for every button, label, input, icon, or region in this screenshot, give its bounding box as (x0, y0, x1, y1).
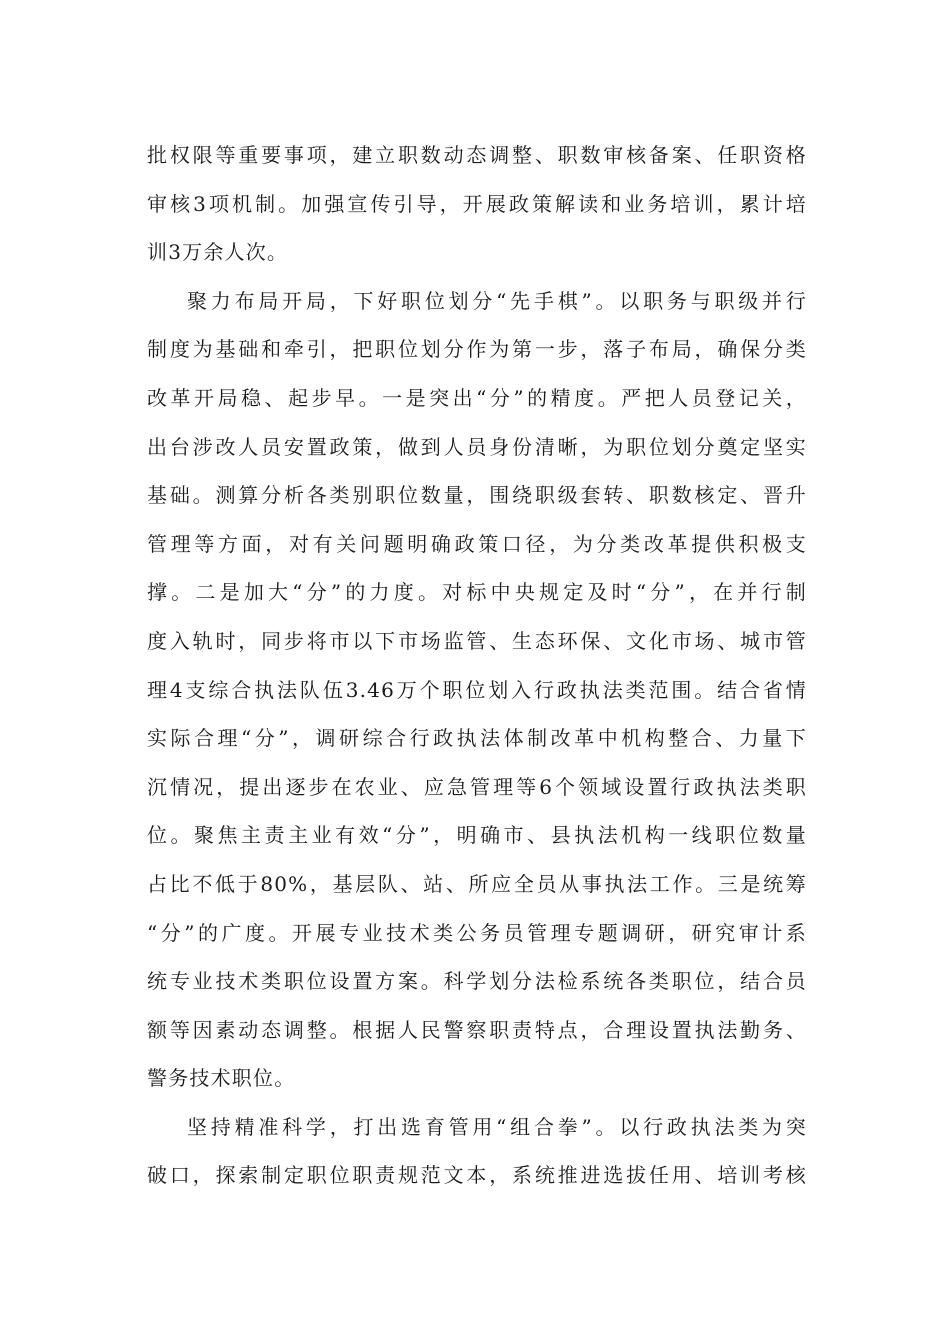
text-line: 审核3项机制。加强宣传引导，开展政策解读和业务培训，累计培 (147, 191, 807, 216)
paragraph-1 (147, 131, 807, 277)
text-line: 管理等方面，对有关问题明确政策口径，为分类改革提供积极支 (147, 531, 807, 556)
text-line: 坚持精准科学，打出选育管用“组合拳”。以行政执法类为突 (187, 1114, 807, 1139)
paragraph-3 (147, 1103, 807, 1200)
text-line: 撑。二是加大“分”的力度。对标中央规定及时“分”，在并行制 (147, 580, 807, 605)
text-line: 警务技术职位。 (147, 1066, 296, 1091)
text-line: 度入轨时，同步将市以下市场监管、生态环保、文化市场、城市管 (147, 628, 807, 653)
text-line: 制度为基础和牵引，把职位划分作为第一步，落子布局，确保分类 (147, 337, 807, 362)
text-line: 出台涉改人员安置政策，做到人员身份清晰，为职位划分奠定坚实 (147, 434, 807, 459)
text-line: 额等因素动态调整。根据人民警察职责特点，合理设置执法勤务、 (147, 1017, 807, 1042)
text-line: 位。聚焦主责主业有效“分”，明确市、县执法机构一线职位数量 (147, 823, 807, 848)
text-line: 训3万余人次。 (147, 240, 289, 265)
paragraph-2 (147, 277, 807, 1103)
text-line: 破口，探索制定职位职责规范文本，系统推进选拔任用、培训考核 (147, 1163, 807, 1188)
text-line: 占比不低于80%，基层队、站、所应全员从事执法工作。三是统筹 (147, 871, 807, 896)
text-line: 基础。测算分析各类别职位数量，围绕职级套转、职数核定、晋升 (147, 483, 807, 508)
text-line: 批权限等重要事项，建立职数动态调整、职数审核备案、任职资格 (147, 143, 807, 167)
text-line: 统专业技术类职位设置方案。科学划分法检系统各类职位，结合员 (147, 969, 807, 994)
text-line: 聚力布局开局，下好职位划分“先手棋”。以职务与职级并行 (187, 288, 807, 313)
text-line: “分”的广度。开展专业技术类公务员管理专题调研，研究审计系 (147, 920, 807, 945)
text-line: 改革开局稳、起步早。一是突出“分”的精度。严把人员登记关， (147, 385, 807, 410)
text-line: 沉情况，提出逐步在农业、应急管理等6个领域设置行政执法类职 (147, 774, 807, 799)
text-line: 理4支综合执法队伍3.46万个职位划入行政执法类范围。结合省情 (147, 677, 807, 702)
document-body (147, 131, 807, 1200)
text-line: 实际合理“分”，调研综合行政执法体制改革中机构整合、力量下 (147, 726, 807, 751)
